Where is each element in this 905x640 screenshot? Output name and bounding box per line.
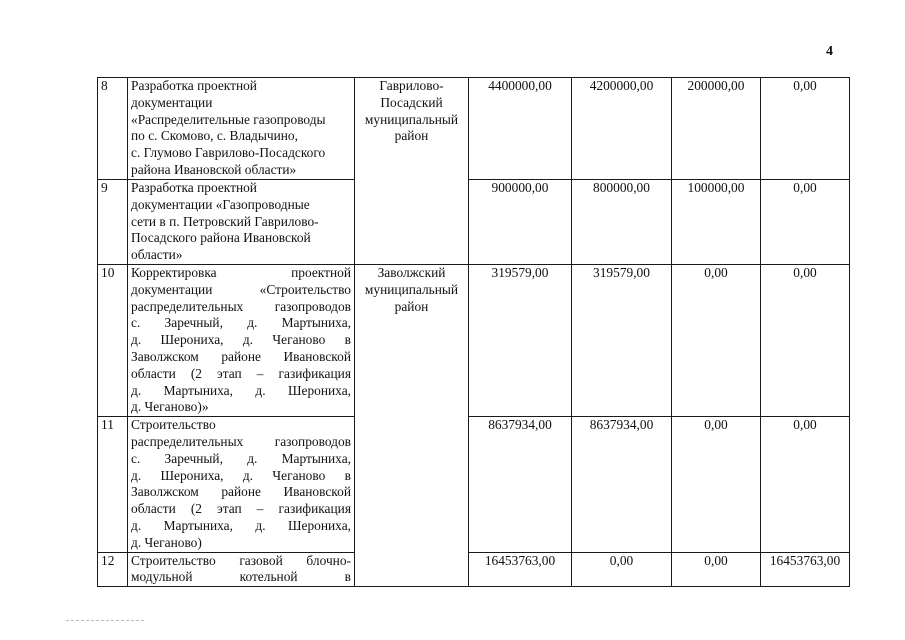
- amount-col2: 0,00: [572, 552, 672, 587]
- row-number: 11: [98, 417, 128, 552]
- amount-col4: 16453763,00: [761, 552, 850, 587]
- table-row: [98, 264, 850, 416]
- district-cell: Заволжский муниципальный район: [355, 264, 469, 586]
- page-number: 4: [826, 44, 833, 59]
- project-description: Строительство газовой блочно- модульной котельной в: [128, 552, 355, 587]
- district-cell: Гаврилово- Посадский муниципальный район: [355, 78, 469, 265]
- amount-col4: 0,00: [761, 264, 850, 416]
- amount-col3: 0,00: [672, 417, 761, 552]
- amount-col3: 0,00: [672, 264, 761, 416]
- amount-total: 16453763,00: [469, 552, 572, 587]
- amount-col4: 0,00: [761, 78, 850, 180]
- project-description: Разработка проектной документации «Газопроводные сети в п. Петровский Гаврилово- Посадского района Ивановской области»: [128, 180, 355, 265]
- project-description: Корректировка проектной документации «Строительство распределительных газопроводов с. Заречный, д. Мартыниха, д. Шерониха, д. Чеганово в Заволжском районе Ивановской области (2 этап – газификация д. Мартыниха, д. Шерониха, д. Чеганово)»: [128, 264, 355, 416]
- amount-col4: 0,00: [761, 417, 850, 552]
- amount-total: 4400000,00: [469, 78, 572, 180]
- row-number: 9: [98, 180, 128, 265]
- amount-col3: 100000,00: [672, 180, 761, 265]
- amount-col3: 0,00: [672, 552, 761, 587]
- row-number: 10: [98, 264, 128, 416]
- table-row: [98, 417, 850, 552]
- table-row: [98, 552, 850, 587]
- scan-artifact: [66, 620, 144, 623]
- amount-col2: 800000,00: [572, 180, 672, 265]
- amount-total: 8637934,00: [469, 417, 572, 552]
- table-row: [98, 180, 850, 265]
- row-number: 12: [98, 552, 128, 587]
- row-number: 8: [98, 78, 128, 180]
- amount-col2: 8637934,00: [572, 417, 672, 552]
- amount-total: 319579,00: [469, 264, 572, 416]
- table-row: [98, 78, 850, 180]
- amount-total: 900000,00: [469, 180, 572, 265]
- project-description: Разработка проектной документации «Распределительные газопроводы по с. Скомово, с. Владычино, с. Глумово Гаврилово-Посадского района Ивановской области»: [128, 78, 355, 180]
- amount-col4: 0,00: [761, 180, 850, 265]
- amount-col2: 4200000,00: [572, 78, 672, 180]
- amount-col3: 200000,00: [672, 78, 761, 180]
- program-table: [97, 77, 850, 587]
- amount-col2: 319579,00: [572, 264, 672, 416]
- project-description: Строительство распределительных газопроводов с. Заречный, д. Мартыниха, д. Шерониха, д. Чеганово в Заволжском районе Ивановской области (2 этап – газификация д. Мартыниха, д. Шерониха, д. Чеганово): [128, 417, 355, 552]
